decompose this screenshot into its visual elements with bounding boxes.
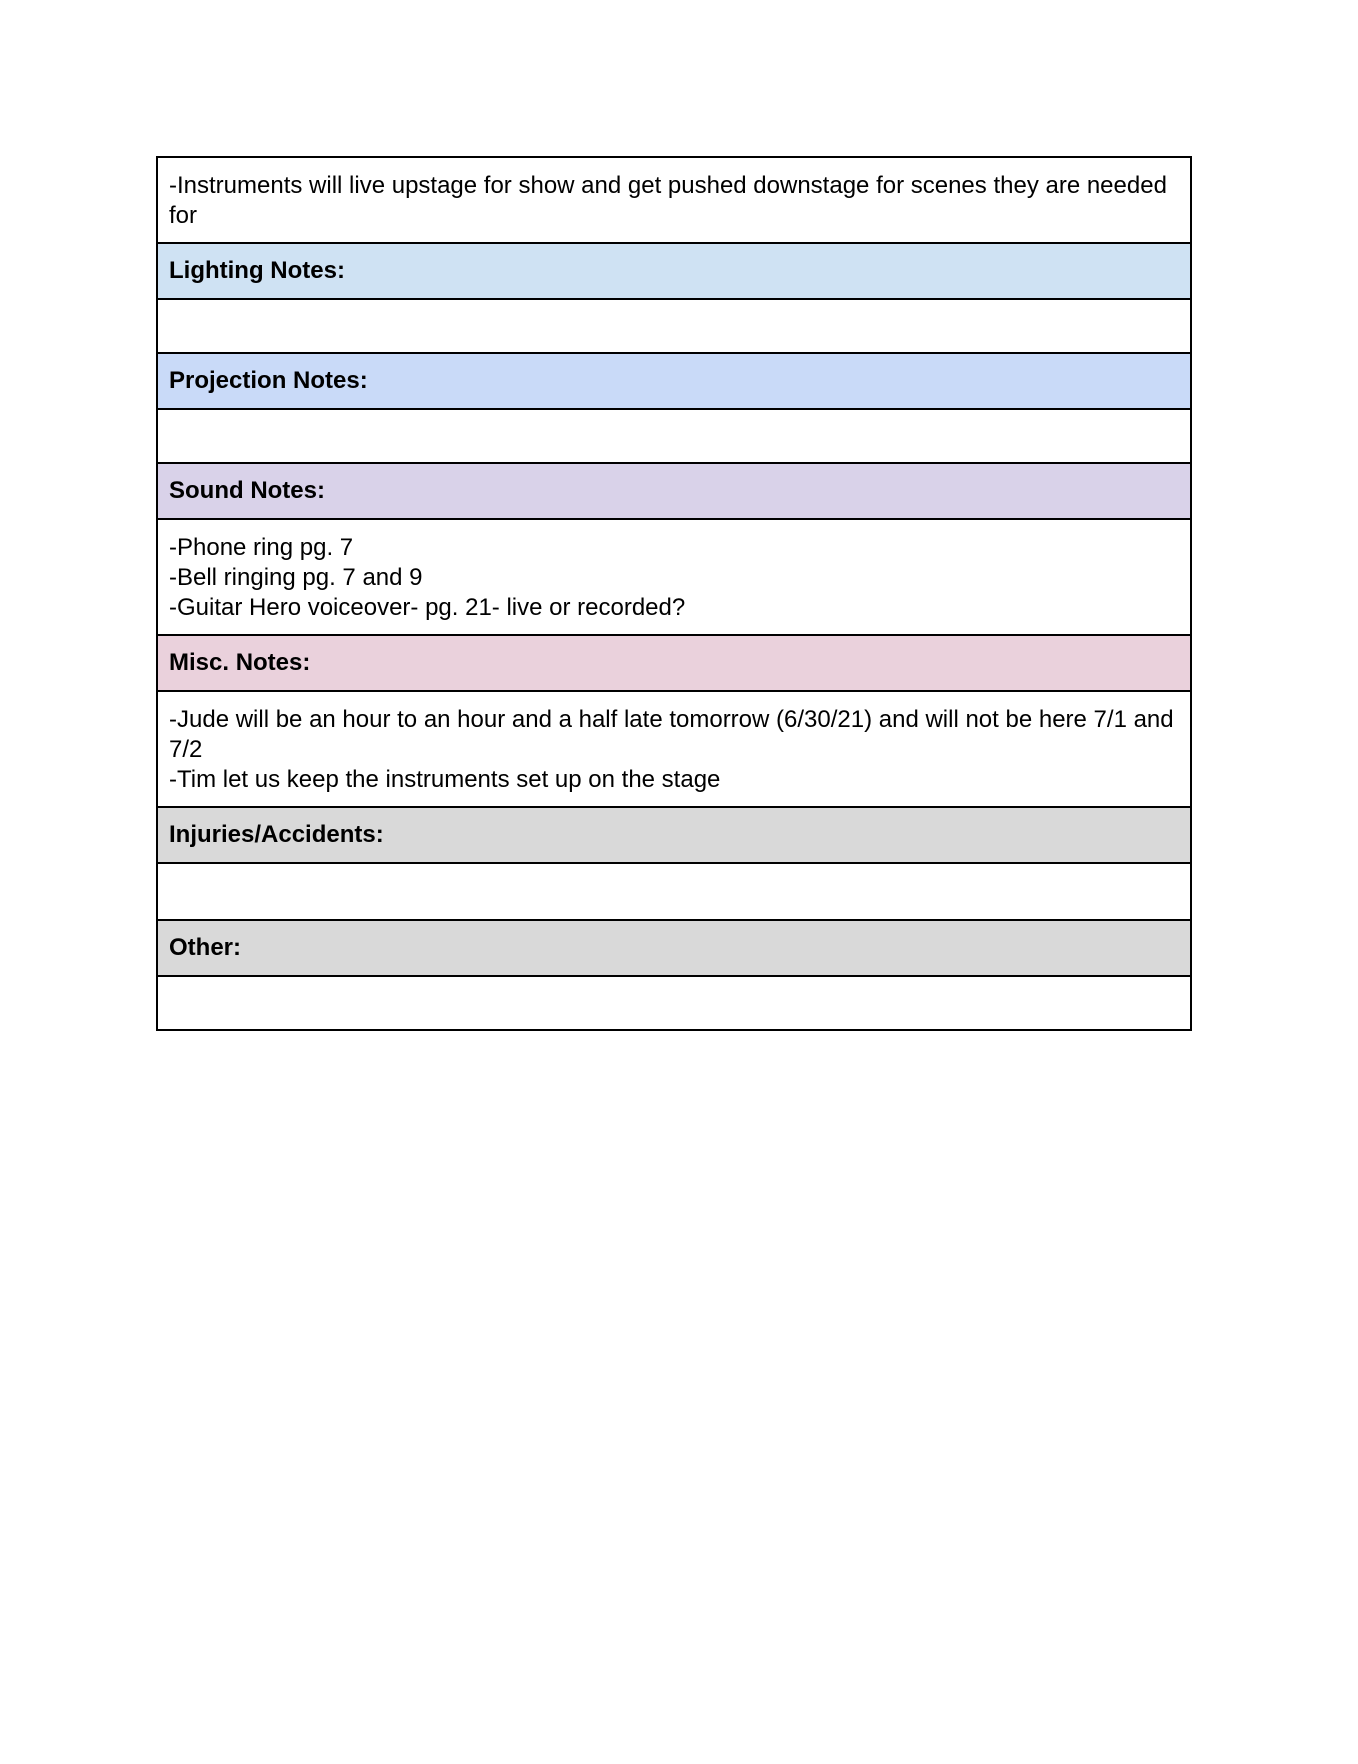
other-notes-cell [158, 975, 1190, 1029]
other-notes-header [158, 919, 1190, 975]
continued-notes-cell [158, 158, 1190, 242]
misc-notes-cell [158, 690, 1190, 806]
injuries-accidents-cell [158, 862, 1190, 919]
note-line: -Instruments will live upstage for show and get pushed downstage for scenes they are needed for [169, 172, 1167, 229]
note-line: -Tim let us keep the instruments set up on the stage [169, 766, 721, 793]
note-line: -Bell ringing pg. 7 and 9 [169, 564, 423, 591]
projection-notes-cell [158, 408, 1190, 462]
sound-notes-cell [158, 518, 1190, 634]
injuries-accidents-header [158, 806, 1190, 862]
section-title: Sound Notes: [169, 477, 325, 504]
note-line: -Guitar Hero voiceover- pg. 21- live or recorded? [169, 594, 686, 621]
lighting-notes-cell [158, 298, 1190, 352]
sound-notes-header [158, 462, 1190, 518]
misc-notes-header [158, 634, 1190, 690]
section-title: Other: [169, 934, 241, 961]
note-line: -Phone ring pg. 7 [169, 534, 354, 561]
section-title: Misc. Notes: [169, 649, 311, 676]
section-title: Projection Notes: [169, 367, 368, 394]
lighting-notes-header [158, 242, 1190, 298]
projection-notes-header [158, 352, 1190, 408]
section-title: Lighting Notes: [169, 257, 345, 284]
rehearsal-report-table [156, 156, 1192, 1031]
note-line: -Jude will be an hour to an hour and a half late tomorrow (6/30/21) and will not be here 7/1 and 7/2 [169, 706, 1174, 763]
section-title: Injuries/Accidents: [169, 821, 384, 848]
